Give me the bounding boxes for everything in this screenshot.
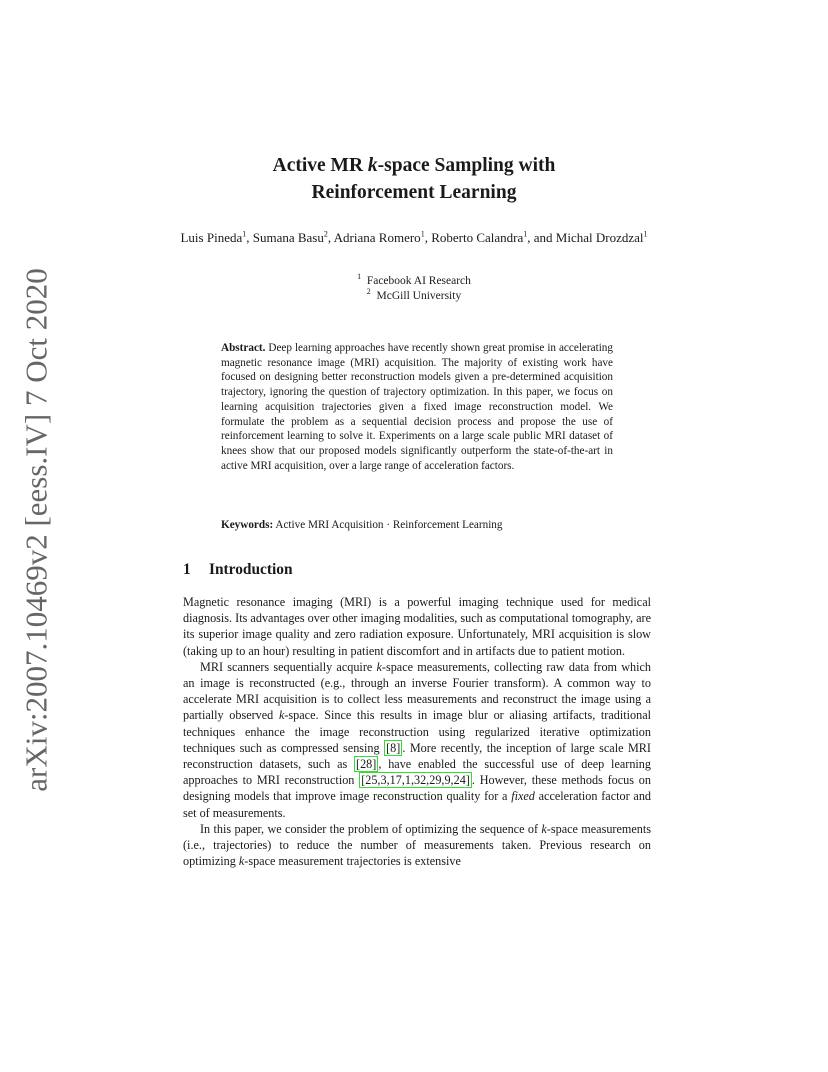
body-paragraph bbox=[183, 821, 651, 870]
affiliation-row bbox=[0, 289, 828, 304]
author-affiliation-mark: 1 bbox=[643, 229, 648, 239]
text-run: In this paper, we consider the problem of optimizing the sequence of bbox=[200, 821, 542, 836]
title-k-italic: k bbox=[367, 155, 378, 176]
italic-text: k bbox=[376, 659, 382, 674]
author-name: Adriana Romero bbox=[333, 230, 421, 245]
text-run: , have enabled the successful use of deep learning approaches to MRI reconstruction bbox=[183, 757, 651, 788]
body-paragraph bbox=[183, 659, 651, 821]
text-run: acceleration factor and set of measurements. bbox=[183, 789, 652, 820]
title-line-2: Reinforcement Learning bbox=[311, 182, 517, 203]
author-affiliation-mark: 1 bbox=[523, 229, 528, 239]
text-run: -space measurements, collecting raw data from which an image is reconstructed (e.g., through an inverse Fourier transform). A common way to accelerate MRI acquisition is to collect less measurements and reconstruct the image using a partially observed bbox=[183, 659, 651, 723]
text-run: . More recently, the inception of large scale MRI reconstruction datasets, such as bbox=[183, 740, 651, 772]
author-separator: , bbox=[424, 230, 432, 245]
keywords bbox=[221, 518, 613, 533]
abstract bbox=[221, 341, 613, 473]
author-separator: , and bbox=[527, 230, 556, 245]
arxiv-identifier-stamp bbox=[14, 268, 60, 792]
text-run: Magnetic resonance imaging (MRI) is a powerful imaging technique used for medical diagnosis. Its advantages over other imaging modalities, such as computational tomography, are its superior image quality and zero radiation exposure. Unfortunately, MRI acquisition is slow (taking up to an hour) resulting in patient discomfort and in artifacts due to patient motion. bbox=[183, 595, 651, 658]
text-run: -space measurement trajectories is extensive bbox=[244, 854, 461, 869]
abstract-text: Deep learning approaches have recently shown great promise in accelerating magnetic resonance image (MRI) acquisition. The majority of existing work have focused on designing better reconstruction models given a pre-determined acquisition trajectory, ignoring the question of trajectory optimization. In this paper, we focus on learning acquisition trajectories given a fixed image reconstruction model. We formulate the problem as a sequential decision process and propose the use of reinforcement learning to solve it. Experiments on a large scale public MRI dataset of knees show that our proposed models significantly outperform the state-of-the-art in active MRI acquisition, over a large range of acceleration factors. bbox=[221, 342, 613, 472]
arxiv-id: arXiv:2007.10469v2 [eess.IV] 7 Oct 2020 bbox=[19, 268, 54, 792]
author-name: Sumana Basu bbox=[252, 230, 324, 245]
text-run: -space measurements (i.e., trajectories) to reduce the number of measurements taken. Previous research on optimizing bbox=[183, 821, 651, 869]
section-title: Introduction bbox=[209, 561, 293, 578]
citation-link[interactable]: [8] bbox=[386, 740, 401, 755]
section-heading bbox=[183, 560, 293, 580]
italic-text: k bbox=[238, 854, 245, 869]
author-name: Roberto Calandra bbox=[431, 230, 524, 245]
abstract-label: Abstract. bbox=[221, 342, 266, 354]
paper-title bbox=[0, 152, 828, 206]
affiliation-number: 1 bbox=[357, 272, 362, 282]
text-run: . However, these methods focus on designing models that improve image reconstruction quality for a bbox=[183, 773, 651, 804]
introduction-body bbox=[183, 594, 651, 869]
affiliation-number: 2 bbox=[366, 287, 371, 297]
text-run: MRI scanners sequentially acquire bbox=[200, 659, 377, 674]
section-number: 1 bbox=[183, 561, 191, 578]
author-affiliation-mark: 2 bbox=[323, 229, 328, 239]
italic-text: k bbox=[278, 708, 285, 723]
citation-link[interactable]: [28] bbox=[356, 757, 377, 772]
body-paragraph bbox=[183, 594, 651, 659]
author-list bbox=[150, 229, 678, 246]
author-name: Luis Pineda bbox=[180, 230, 243, 245]
italic-text: k bbox=[541, 821, 547, 836]
text-run: -space. Since this results in image blur or aliasing artifacts, traditional techniques enhance the image reconstruction using regularized iterative optimization techniques such as compressed sensing bbox=[183, 708, 651, 755]
citation-link[interactable]: [25,3,17,1,32,29,9,24] bbox=[361, 773, 470, 788]
affiliations bbox=[0, 274, 828, 304]
affiliation-name: McGill University bbox=[370, 290, 462, 302]
keywords-label: Keywords: bbox=[221, 519, 274, 531]
affiliation-name: Facebook AI Research bbox=[361, 275, 471, 287]
author-separator: , bbox=[246, 230, 253, 245]
author-affiliation-mark: 1 bbox=[242, 229, 247, 239]
affiliation-row bbox=[0, 274, 828, 289]
author-separator: , bbox=[327, 230, 334, 245]
author-name: Michal Drozdzal bbox=[555, 230, 644, 245]
italic-text: fixed bbox=[511, 789, 535, 804]
title-line-1: Active MR k-space Sampling with bbox=[272, 155, 556, 176]
author-affiliation-mark: 1 bbox=[420, 229, 425, 239]
keywords-text: Active MRI Acquisition · Reinforcement Learning bbox=[275, 519, 503, 531]
